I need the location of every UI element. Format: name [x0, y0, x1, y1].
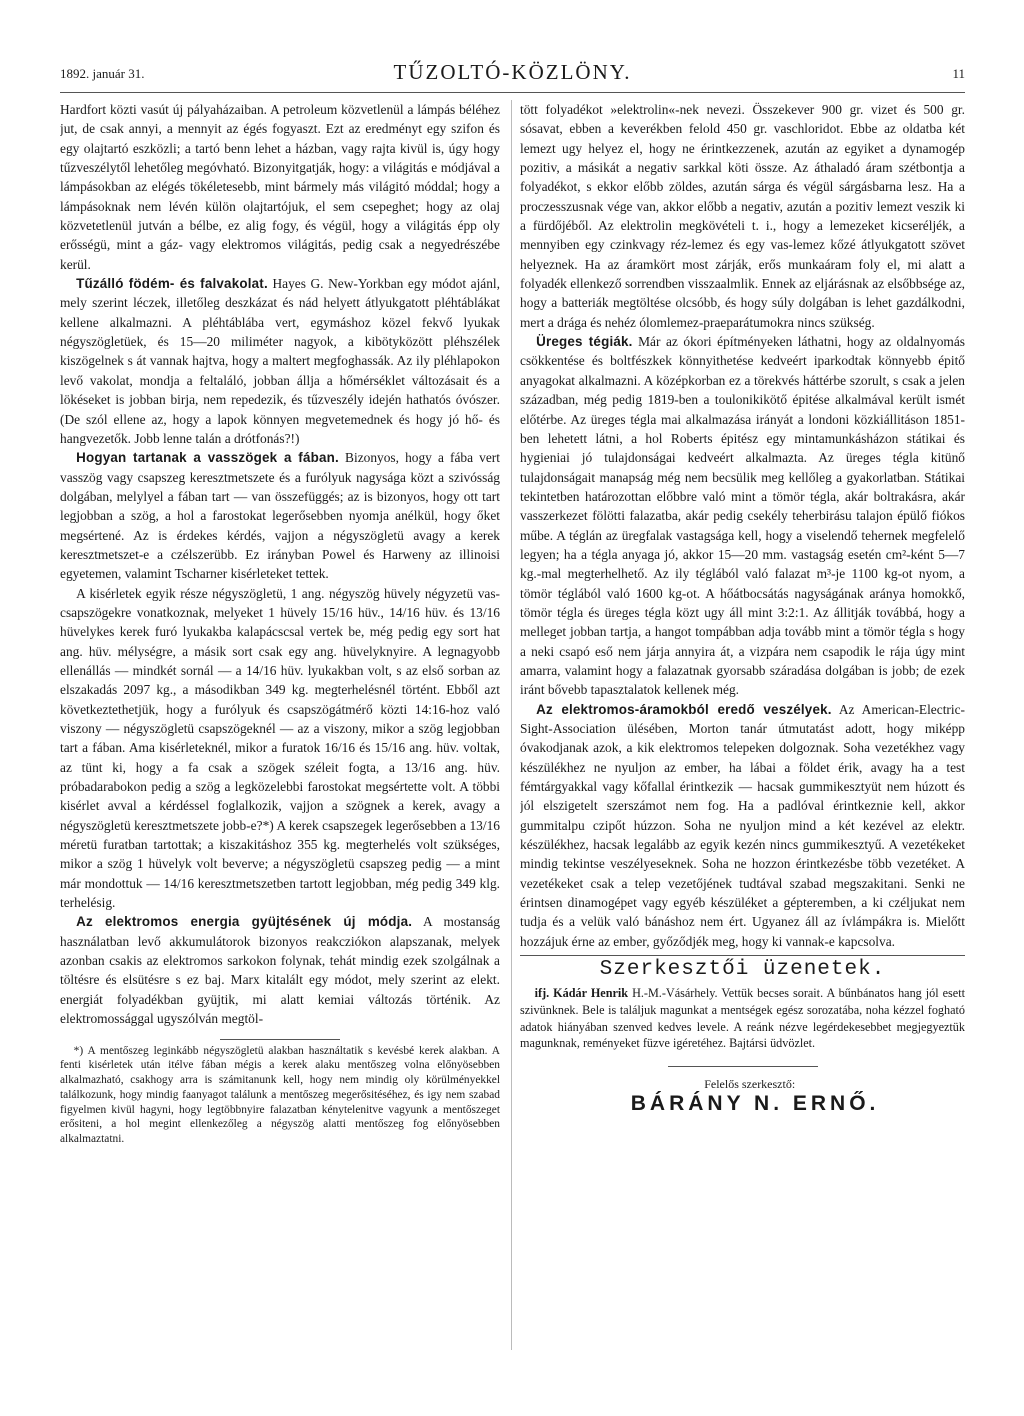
article-paragraph	[60, 912, 500, 1028]
editorial-messages-title: Szerkesztői üzenetek.	[599, 958, 886, 982]
responsible-editor-label: Felelős szerkesztő:	[704, 1076, 796, 1091]
article-paragraph: tött folyadékot »elektrolin«-nek nevezi. Összekever 900 gr. vizet és 500 gr. sósavat, ebben a keverékben felold 450 gr. vaschloridot. Ebbe az oldatba két lemezt ugy helyez el, hogy ne érintkezzenek, azután az egyiket a dynamogép pozitiv, a másikát a negativ sarkkal köti össze. Az áthaladó áram szétbontja a folyadékot, s ekkor előbb zöldes, azután sárga és végül sárgásbarna lesz. Ha a proczesszusnak vége van, akkor előbb a negativ, azután a pozitiv lemezt veszik ki a fürdőjéből. Az elektrolin megkövételi t. i., hogy a lemezeket kicseréljék, a mennyiben egy czinkvagy réz-lemez és egy vas-lemez kőzé átlyukgatott szövet helyeznek. Ha az áramkört most zárják, erős munkaáram foly el, mi alatt a folyadék ellenkező sorrendben visszaalmlik. Ennek az eljárásnak az elsőbbsége az, hogy a batteriák megtöltése olcsóbb, és hogy súly dolgában is lehet gazdálkodni, mert a drága és nehéz ólomlemez-praeparátumokra nincs szükség.	[520, 102, 965, 330]
article-text: Már az ókori építményeken láthatni, hogy az oldalnyomás csökkentése és boltfészkek könnyithetése kedveért iparkodtak könnyebb épitő anyagokat alkalmazni. A középkorban ez a törekvés háttérbe szorult, s csak a jelen században, még pedig 1819-ben a toulonikikötő épitése alkalmával került ismét előtérbe. Az üreges tégla mai alkalmazása irányát a londoni közkiállitáson 1851-ben lehetett látni, a hol Roberts épitész egy mintamunkásházon státikai és hygieniai jó tulajdonságai kedveért alkalmazta. Az üreges tégla kitünő tulajdonságait manapság még nem becsülik meg kellőleg a gyakorlatban. Státikai tekintetben határozottan előbbre való mint a tömör tégla, akár boltrakásra, akár vasszerkezet fölötti falazatba, akár pedig csekély teherbirásu talajon épülő fiókos műbe. A téglán az üregfalak vastagsága kell, hogy a viselendő tehernek megfelelő legyen; ha a tégla anyaga jó, akkor 15—20 mm. vastagság esetén cm²-ként 5—7 kg.-mal megterhelhető. Az ily téglából való falazat m³-je 1100 kg-ot nyom, a tömör téglából való 1600 kg-ot. A hőátbocsátás nagyságának aránya homokkő, tömör tégla és üreges tégla közt ugy áll mint 3:2:1. Az állitják továbbá, hogy a melleget jobban tartja, a hangot tompábban adja tovább mint a tömör tégla s hogy a neki csapó eső nem járja annyira át, a vizpára nem csapodik le rája úgy mint amarra, valamint hogy a falazatnak gyorsabb száradása dolgában is jobb; de ezek iránt bővebb tapasztalatok kellenek még.	[520, 334, 965, 698]
article-paragraph	[60, 274, 500, 448]
article-heading-electric-energy: Az elektromos energia gyüjtésének új módja.	[76, 914, 413, 930]
journal-title: TŰZOLTÓ-KÖZLÖNY.	[393, 60, 632, 84]
header-rule	[60, 92, 965, 93]
editor-rule	[668, 1066, 818, 1067]
right-column	[520, 100, 965, 1350]
article-paragraph: Hardfort közti vasút új pályaházaiban. A petroleum közvetlenül a lámpás béléhez jut, de csak annyi, a mennyit az égés fogyaszt. Ezt az eredményt egy szifon és egy olajtartó eszközli; a tartó benn lehet a házban, vagy rajta kivül is, úgy hogy tűzveszélytől lehetőleg megóvható. Bizonyitgatják, hogy: a világitás e módjával a lámpásokban az elégés tökéletesebb, mint bármely más világitó móddal; hogy a lámpásoknak nem lévén külön olajtartójuk, el sem csepeghet; hogy az olaj közvetetlenül jutván a bélbe, ez alig fogy, és végül, hogy a világitás épp oly erősségü, mint a gáz- vagy elektromos világitás, pedig csak a negyedrészébe kerül.	[60, 102, 500, 272]
editorial-notice	[520, 985, 965, 1051]
article-paragraph	[60, 448, 500, 583]
responsible-editor-name: BÁRÁNY N. ERNŐ.	[630, 1092, 880, 1116]
article-heading-hollow-bricks: Üreges tégiák.	[536, 334, 633, 350]
notice-recipient: ifj. Kádár Henrik	[534, 986, 629, 1001]
notice-text: H.-M.-Vásárhely. Vettük becses sorait. A bűnbánatos hang jól esett szivünknek. Bele is találjuk magunkat a mentségek egész sorozatába, noha kézzel fogható adatok hiányában szenved kedves levele. A reánk nézve legérdekesebbet megjegyeztük magunknak, reményeket füzve igéretéhez. Bajtársi üdvözlet.	[520, 986, 965, 1051]
column-divider	[511, 100, 512, 1350]
article-text: A mostanság használatban levő akkumulátorok bizonyos reakcziókon alapszanak, melyek azonban csakis az elektromos sarkokon folynak, tehát mindig ezek szolgálnak a töltésre és elsütésre s ez baj. Marx kitalált egy módot, mely szerint az elekt. energiát folyadékban gyüjtik, mi alatt kemiai változás történik. Az elektromossággal ugyszólván megtöl-	[60, 914, 500, 1027]
section-rule	[520, 955, 965, 956]
left-column	[60, 100, 500, 1332]
issue-date: 1892. január 31.	[60, 66, 145, 81]
footnote: *) A mentőszeg leginkább négyszögletü alakban használtatik s kevésbé kerek alakban. A fenti kisérletek után itélve fában mégis a kerek alaku mentőszeg volna előnyösebben alkalmazható, csakhogy arra is számitanunk kell, hogy nem mindig oly körülményekkel találkozunk, hogy mindig faanyagot találunk a mentőszeg megerősitéséhez, és igy nem szabad figyelmen kivül hagyni, hogy legtöbbnyire falazatban kénytelenitve vagyunk a mentőszeget erősiteni, a hol megint ellenkezőleg a négyszög alatti mentőszeg fog előnyösebben alkalmaztatni.	[60, 1044, 500, 1146]
article-heading-fireproof-plaster: Tűzálló födém- és falvakolat.	[76, 276, 268, 292]
article-heading-electric-dangers: Az elektromos-áramokból eredő veszélyek.	[536, 701, 832, 717]
article-paragraph	[520, 332, 965, 700]
page-header	[60, 58, 965, 88]
article-heading-nails-in-wood: Hogyan tartanak a vasszögek a fában.	[76, 450, 339, 466]
article-text: Hayes G. New-Yorkban egy módot ajánl, mely szerint léczek, illetőleg deszkázat és nád helyett átlyukgatott pléhtáblákat kellene alkalmazni. A pléhtáblába vert, egymáshoz közel fekvő lyukak négyszögletüek, és 15—20 miliméter nagyok, a kibötyközött pléhszélek kiszögelnek s át vannak hajtva, hogy a maltert megfoghassák. Az ily pléhlapokon levő vakolat, mondja a feltaláló, jobban állja a hőmérséklet változásait és a lökéseket is jobban birja, nem repedezik, és tűzveszély idején hathatós óvószer. (De szól ellene az, hogy a lapok könnyen megvetemednek és hogy jó hő- és hangvezetők. Jobb lenne talán a drótfonás?!)	[60, 276, 500, 446]
article-text: Az American-Electric-Sight-Association ülésében, Morton tanár útmutatást adott, hogy miképp óvakodjanak azok, a kik elektromos telepeken dolgoznak. Soha vezetékhez vagy készülékhez ne nyuljon az ember, ha lábai a földet érik, avagy ha a test fémtárgyakkal vagy kőfallal érintkezik — hacsak gummikesztyüt nem húzott és jól elszigetelt szerszámot nem fog. Ha a padlóval érintkeznie kell, akkor gummitalpu czipőt húzzon. Soha ne nyuljon mind a két kezével az elektr. készülékhez, hacsak legalább az egyik kezén nincs gummikesztyű. A vezetékeket mindig tekintse veszélyeseknek. Soha ne hozzon érintkezésbe több vezetéket. A vezetékeket csak a telep vezetőjének tudtával szabad megszakitani. Senki ne érintsen dinamogépet vagy egyéb készüléket a gépteremben, a ki czéljukat nem tudja és a velük való bánáshoz nem ért. Ugyanez áll az ívlámpákra is. Mielőtt hozzájuk érne az ember, győződjék meg, hogy ki vannak-e kapcsolva.	[520, 701, 965, 949]
article-text: Bizonyos, hogy a fába vert vasszög vagy csapszeg keresztmetszete és a furólyuk nagysága közt a szivósság dolgában, melylyel a fában tart — van összefüggés; az is bizonyos, hogy ott tart legjobban a szög, a hol a farostokat legerősebben nyomja anélkül, hogy őket megsértené. Az is érdekes kérdés, vajjon a négyszögletü avagy a kerek keresztmetszet-e a czélszerübb. Ez irányban Powel és Harweny az illinoisi egyetemen, valamint Tscharner kisérleteket tettek.	[60, 450, 500, 582]
page-number: 11	[952, 66, 965, 81]
footnote-rule	[220, 1039, 340, 1040]
article-paragraph	[520, 700, 965, 951]
article-paragraph: A kisérletek egyik része négyszögletü, 1 ang. négyszög hüvely négyzetü vas-csapszögekre vonatkoznak, melyeket 1 hüvely 15/16 hüv., 14/16 hüv. és 13/16 hüvelykes kerek furó lyukakba kalapácscsal vertek be, még pedig egy sort hat ang. hüv. mélységre, a másik sort csak egy ang. hüvelyknyire. A legnagyobb ellenállás — mindkét sornál — a 14/16 hüv. lyukakban volt, s az első sorban az elszakadás 2097 kg., a másodikban 349 kg. megterhelésnél történt. Ebből azt következtethetjük, hogy a furólyuk és csapszögátmérő közti 14:16-hoz való viszony — négyszögletü csapszögeknél — az a viszony, mikor a szög legjobban tart a fában. Ama kisérleteknél, mikor a furatok 16/16 és 15/16 ang. hüv. voltak, az tünt ki, hogy a fa csak a szögek széleit fogta, a 13/16 ang. hüv. próbadarabokon pedig a szög a legközelebbi farostokat megsértette volt. A többi kisérlet avval a kérdéssel foglalkozik, vajjon a szögnek a kerek, avagy a négyszögletü keresztmetszete jobb-e?*) A kerek csapszegek legerősebben a 13/16 méretü furatban tartottak; a kiszakitáshoz 355 kg. megterhelés volt szükséges, mikor a szög 1 hüvelyk volt beverve; a négyszögletü csapszeg pedig — a mint már mondottuk — 14/16 keresztmetszetben tartott legjobban, még pedig 349 klg. terhelésig.	[60, 585, 500, 911]
